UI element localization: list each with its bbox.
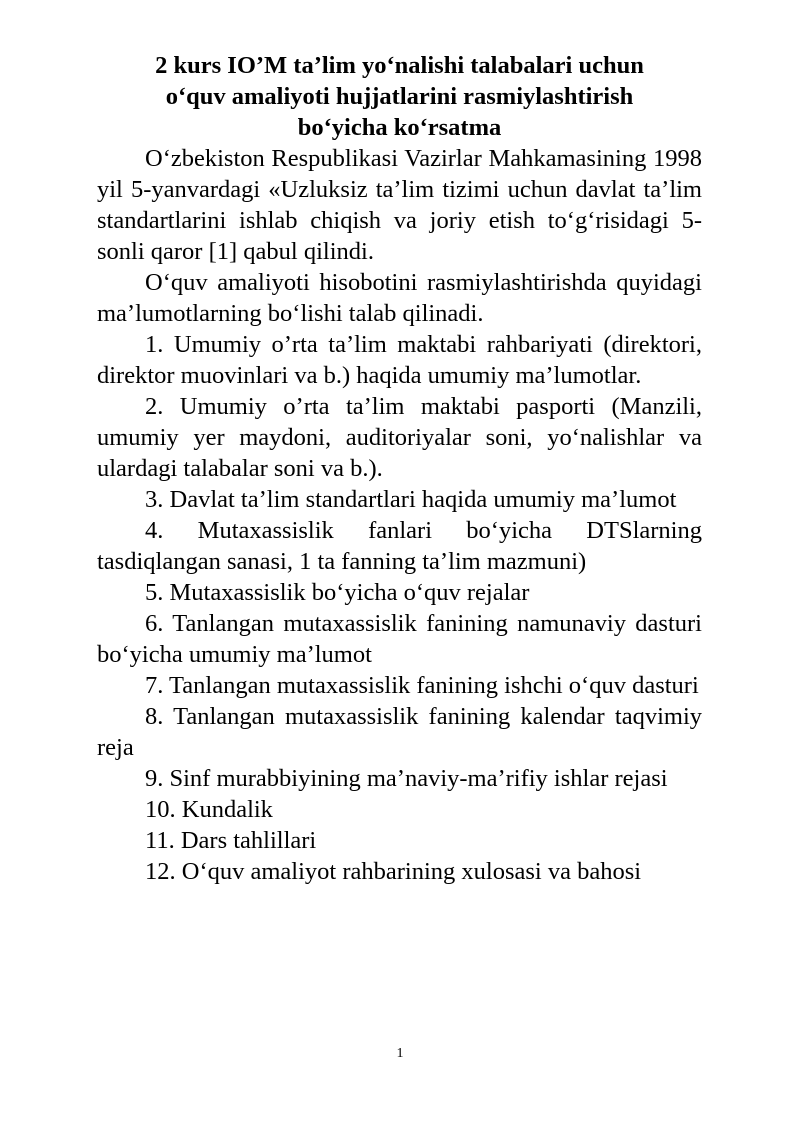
list-item-12: 12. O‘quv amaliyot rahbarining xulosasi va bahosi <box>145 858 642 885</box>
list-item-2: 2. Umumiy o’rta ta’lim maktabi pasporti (Manzili, umumiy yer maydoni, auditoriyalar soni, yo‘nalishlar va ulardagi talabalar soni va b.). <box>97 393 702 482</box>
requirements-paragraph: O‘quv amaliyoti hisobotini rasmiylashtirishda quyidagi ma’lumotlarning bo‘lishi talab qilinadi. <box>97 269 702 327</box>
list-item-11: 11. Dars tahlillari <box>145 827 317 854</box>
list-item-10: 10. Kundalik <box>145 796 273 823</box>
list-item-4: 4. Mutaxassislik fanlari bo‘yicha DTSlarning tasdiqlangan sanasi, 1 ta fanning ta’lim mazmuni) <box>97 517 702 575</box>
list-item-9: 9. Sinf murabbiyining ma’naviy-ma’rifiy ishlar rejasi <box>145 765 668 792</box>
title-line-3: bo‘yicha ko‘rsatma <box>297 114 502 141</box>
page-number: 1 <box>396 1046 404 1061</box>
title-line-1: 2 kurs IO’M ta’lim yo‘nalishi talabalari uchun <box>155 52 644 79</box>
title-line-2: o‘quv amaliyoti hujjatlarini rasmiylashtirish <box>165 83 634 110</box>
list-item-1: 1. Umumiy o’rta ta’lim maktabi rahbariyati (direktori, direktor muovinlari va b.) haqida umumiy ma’lumotlar. <box>97 331 702 389</box>
list-item-6: 6. Tanlangan mutaxassislik fanining namunaviy dasturi bo‘yicha umumiy ma’lumot <box>97 610 702 668</box>
list-item-7: 7. Tanlangan mutaxassislik fanining ishchi o‘quv dasturi <box>145 672 699 699</box>
list-item-3: 3. Davlat ta’lim standartlari haqida umumiy ma’lumot <box>145 486 677 513</box>
intro-paragraph: O‘zbekiston Respublikasi Vazirlar Mahkamasining 1998 yil 5-yanvardagi «Uzluksiz ta’lim tizimi uchun davlat ta’lim standartlarini ishlab chiqish va joriy etish to‘g‘risidagi 5-sonli qaror [1] qabul qilindi. <box>97 145 702 265</box>
list-item-5: 5. Mutaxassislik bo‘yicha o‘quv rejalar <box>145 579 530 606</box>
list-item-8: 8. Tanlangan mutaxassislik fanining kalendar taqvimiy reja <box>97 703 702 761</box>
document-page <box>97 50 702 887</box>
document-title <box>97 50 702 143</box>
